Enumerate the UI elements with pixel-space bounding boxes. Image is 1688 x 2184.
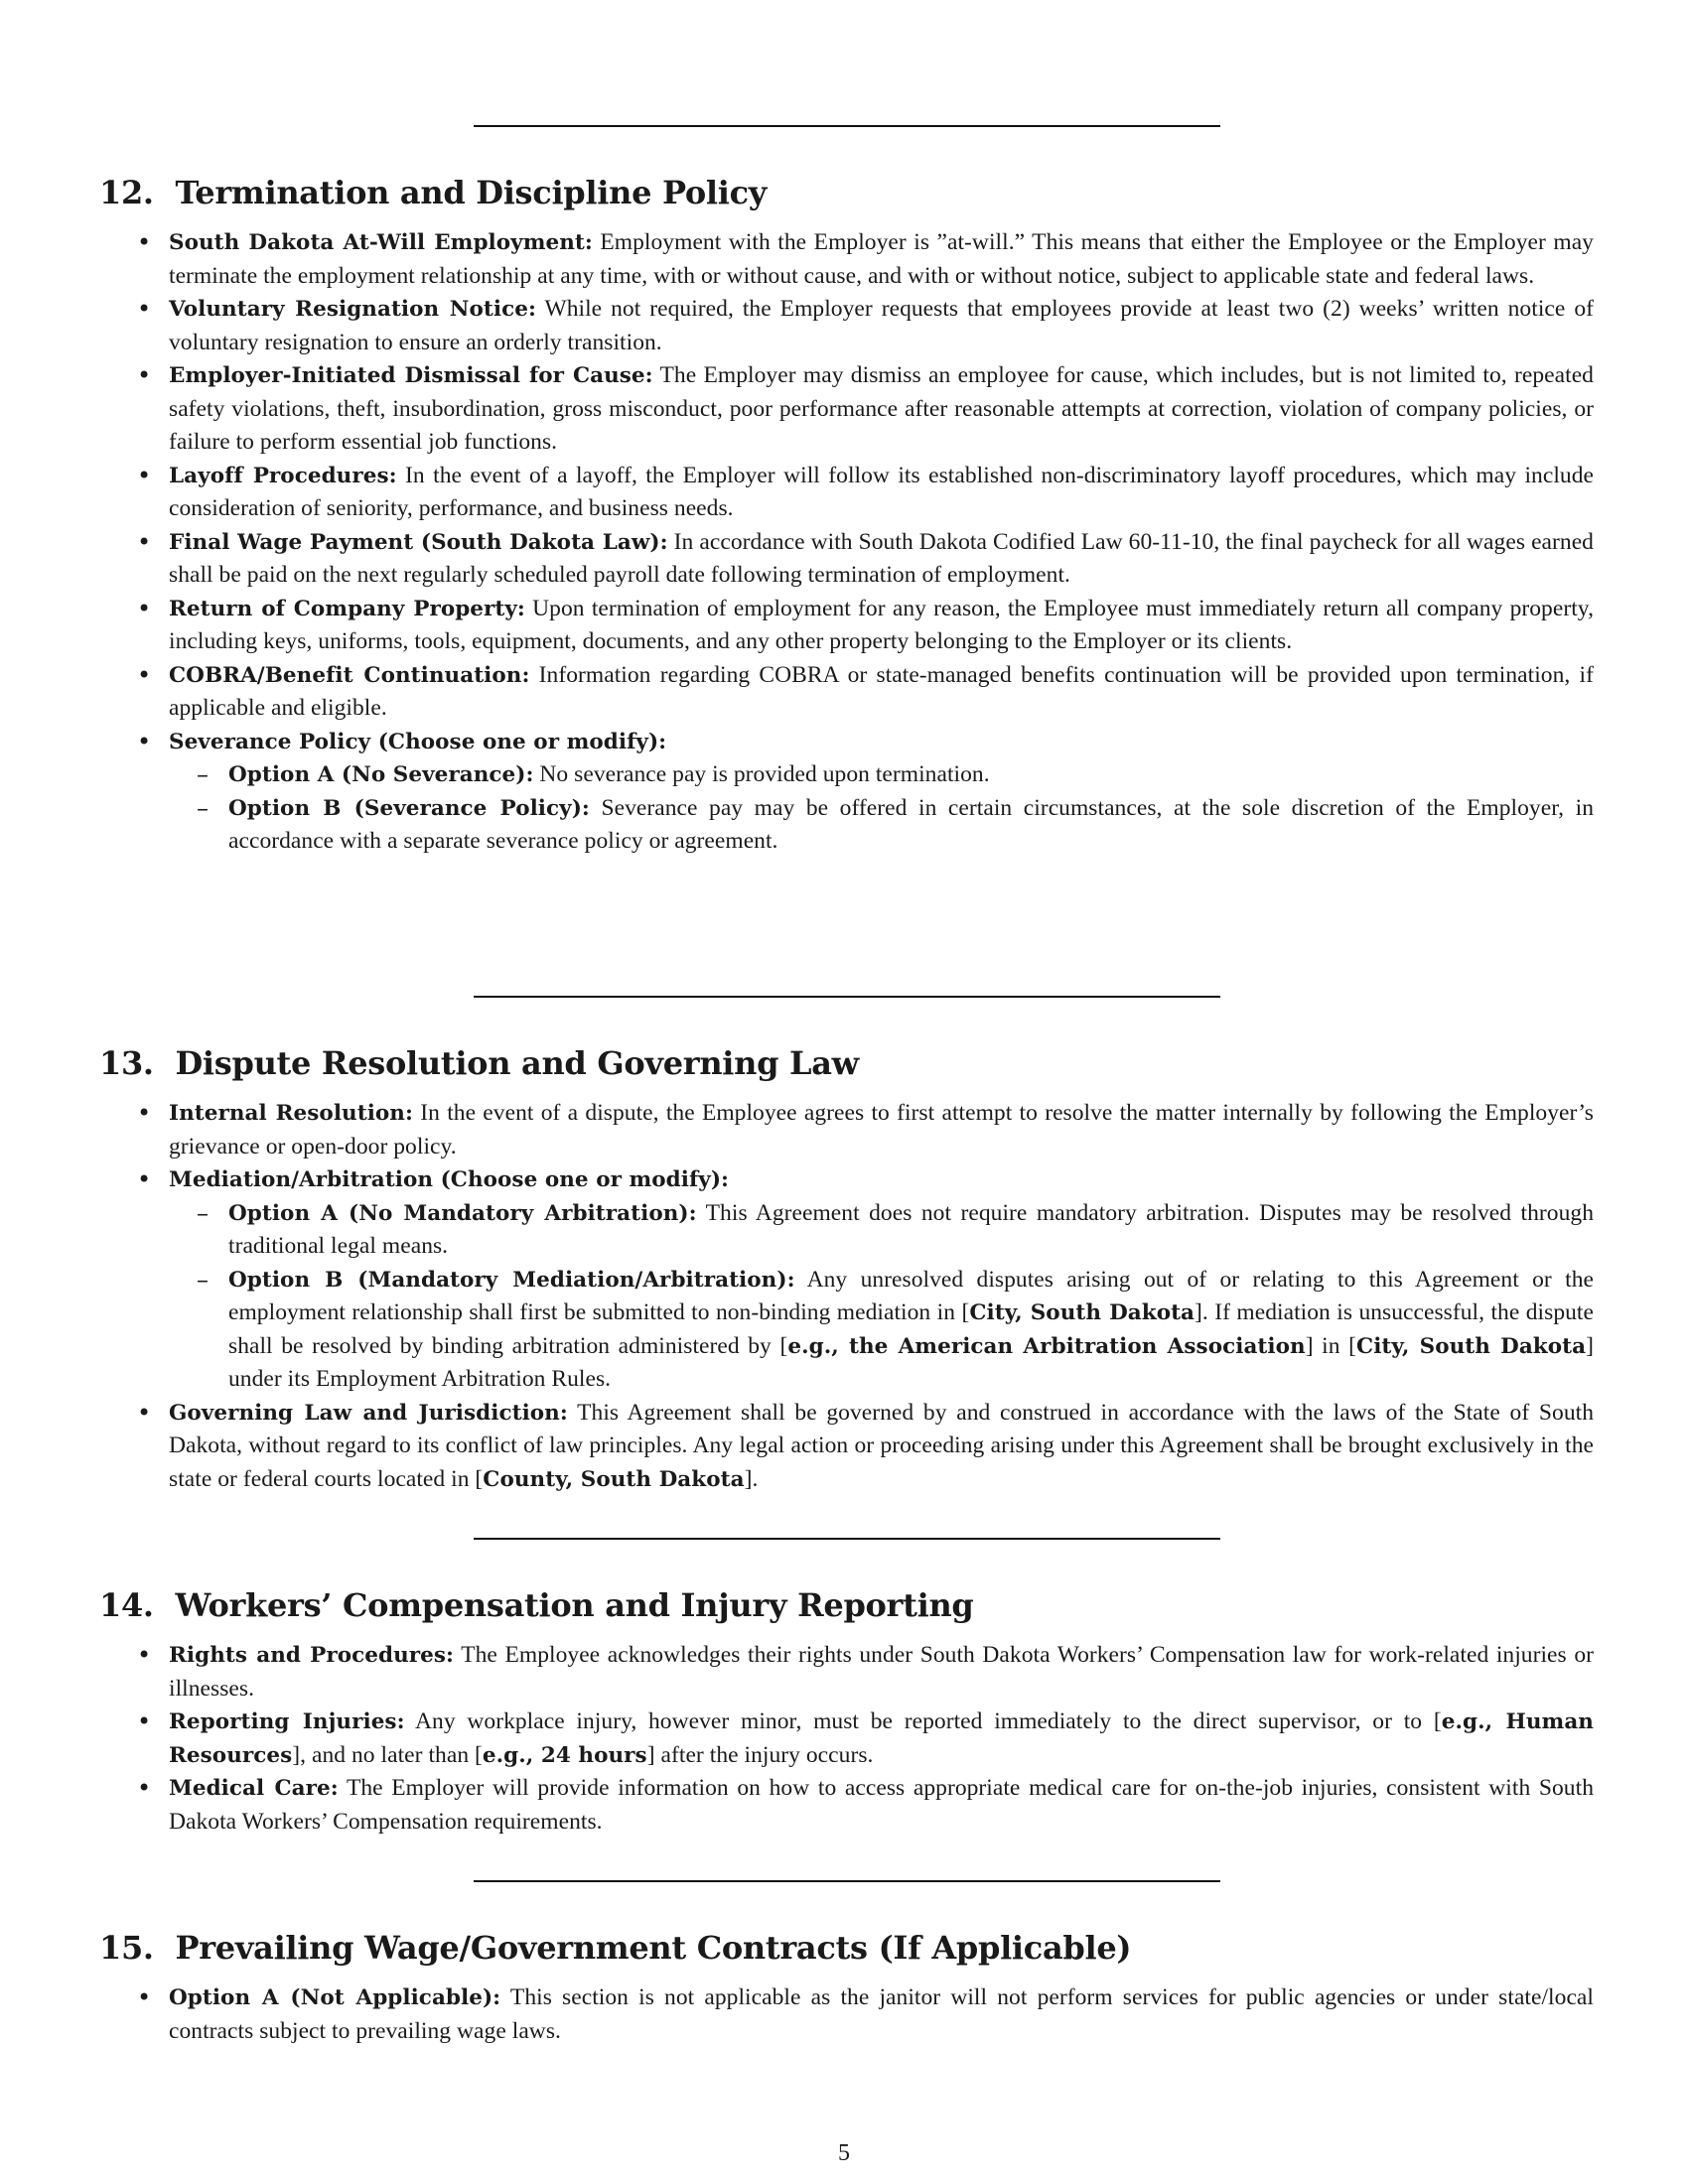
bullet-icon: • <box>137 361 152 389</box>
sub-list-item: – Option B (Severance Policy): Severance pay may be offered in certain circumstances, at the sole discretion of the Employer, in accordance with a separate severance policy or agreement. <box>197 793 1594 854</box>
list-item: • Employer-Initiated Dismissal for Cause: The Employer may dismiss an employee for cause, which includes, but is not limited to, repeated safety violations, theft, insubordination, gross misconduct, poor performance after reasonable attempts at correction, violation of company policies, or failure to perform essential job functions. <box>137 361 1594 455</box>
section-14 <box>99 1585 1594 1839</box>
list-item: • Final Wage Payment (South Dakota Law): In accordance with South Dakota Codified Law 60-11-10, the final paycheck for all wages earned shall be paid on the next regularly scheduled payroll date following termination of employment. <box>137 527 1594 588</box>
bullet-icon: • <box>137 1099 152 1127</box>
list-item: • Return of Company Property: Upon termination of employment for any reason, the Employee must immediately return all company property, including keys, uniforms, tools, equipment, documents, and any other property belonging to the Employer or its clients. <box>137 594 1594 654</box>
list-item: • Mediation/Arbitration (Choose one or modify): – Option A (No Mandatory Arbitration): This Agreement does not require mandatory arbitration. Disputes may be resolved through traditional legal means. – Option B (Mandatory Mediation/Arbitration): Any unresolved disputes arising out of or relating to this Agreement or the employment relationship shall first be submitted to non-binding mediation in [City, South Dakota]. If mediation is unsuccessful, the dispute shall be resolved by binding arbitration administered by [e.g., the American Arbitration Association] in [City, South Dakota] under its Employment Arbitration Rules. <box>99 1163 1594 1397</box>
bullet-icon: • <box>137 1983 152 2011</box>
sub-list-item: – Option A (No Mandatory Arbitration): This Agreement does not require mandatory arbitration. Disputes may be resolved through traditional legal means. <box>197 1198 1595 1259</box>
horizontal-rule <box>474 125 1220 127</box>
bullet-icon: • <box>137 660 152 689</box>
dash-icon: – <box>197 793 209 822</box>
dash-icon: – <box>197 760 209 788</box>
section-13 <box>99 1043 1594 1496</box>
list-item: • Governing Law and Jurisdiction: This Agreement shall be governed by and construed in accordance with the laws of the State of South Dakota, without regard to its conflict of law principles. Any legal action or proceeding arising under this Agreement shall be brought exclusively in the state or federal courts located in [County, South Dakota]. <box>137 1398 1594 1492</box>
bullet-icon: • <box>137 527 152 556</box>
bullet-list <box>99 1981 1594 2048</box>
bullet-icon: • <box>137 295 152 323</box>
sub-list-item: – Option B (Mandatory Mediation/Arbitration): Any unresolved disputes arising out of or relating to this Agreement or the employment relationship shall first be submitted to non-binding mediation in [City, South Dakota]. If mediation is unsuccessful, the dispute shall be resolved by binding arbitration administered by [e.g., the American Arbitration Association] in [City, South Dakota] under its Employment Arbitration Rules. <box>197 1265 1595 1392</box>
dash-icon: – <box>197 1198 209 1227</box>
bullet-icon: • <box>137 1165 152 1193</box>
page-number: 5 <box>838 2140 850 2166</box>
list-item: • Internal Resolution: In the event of a dispute, the Employee agrees to first attempt to resolve the matter internally by following the Employer’s grievance or open-door policy. <box>137 1099 1595 1160</box>
horizontal-rule <box>474 1880 1220 1882</box>
bullet-icon: • <box>137 461 152 489</box>
section-heading: 13. Dispute Resolution and Governing Law <box>99 1044 859 1082</box>
bullet-list <box>99 226 1594 859</box>
horizontal-rule <box>474 996 1220 998</box>
list-item: • Rights and Procedures: The Employee acknowledges their rights under South Dakota Workers’ Compensation law for work-related injuries or illnesses. <box>137 1641 1594 1702</box>
section-12 <box>99 173 1594 859</box>
list-item: • Severance Policy (Choose one or modify): – Option A (No Severance): No severance pay is provided upon termination. – Option B (Severance Policy): Severance pay may be offered in certain circumstances, at the sole discretion of the Employer, in accordance with a separate severance policy or agreement. <box>99 726 1594 859</box>
bullet-icon: • <box>137 1641 152 1669</box>
dash-icon: – <box>197 1265 209 1294</box>
bullet-list <box>99 1097 1594 1496</box>
bullet-icon: • <box>137 1398 152 1427</box>
bullet-icon: • <box>137 228 152 256</box>
sub-list <box>169 1197 1594 1397</box>
list-item: • Voluntary Resignation Notice: While not required, the Employer requests that employees provide at least two (2) weeks’ written notice of voluntary resignation to ensure an orderly transition. <box>137 295 1594 355</box>
section-heading: 15. Prevailing Wage/Government Contracts (If Applicable) <box>99 1929 1132 1967</box>
list-item: • Reporting Injuries: Any workplace injury, however minor, must be reported immediately to the direct supervisor, or to [e.g., Human Resources], and no later than [e.g., 24 hours] after the injury occurs. <box>137 1707 1594 1768</box>
list-item: • Layoff Procedures: In the event of a layoff, the Employer will follow its established non-discriminatory layoff procedures, which may include consideration of seniority, performance, and business needs. <box>137 461 1594 521</box>
list-item: • COBRA/Benefit Continuation: Information regarding COBRA or state-managed benefits continuation will be provided upon termination, if applicable and eligible. <box>137 660 1594 721</box>
bullet-icon: • <box>137 1774 152 1802</box>
bullet-list <box>99 1639 1594 1839</box>
bullet-icon: • <box>137 1707 152 1735</box>
section-heading: 14. Workers’ Compensation and Injury Reporting <box>99 1586 974 1624</box>
horizontal-rule <box>474 1538 1220 1540</box>
section-heading: 12. Termination and Discipline Policy <box>99 174 768 211</box>
list-item: • Medical Care: The Employer will provide information on how to access appropriate medical care for on-the-job injuries, consistent with South Dakota Workers’ Compensation requirements. <box>137 1774 1594 1835</box>
sub-list <box>169 758 1594 859</box>
sub-list-item: – Option A (No Severance): No severance pay is provided upon termination. <box>169 758 1594 792</box>
list-item: • Option A (Not Applicable): This section is not applicable as the janitor will not perform services for public agencies or under state/local contracts subject to prevailing wage laws. <box>137 1983 1594 2044</box>
bullet-icon: • <box>137 594 152 622</box>
section-15 <box>99 1928 1594 2048</box>
bullet-icon: • <box>137 727 152 755</box>
list-item: • South Dakota At-Will Employment: Employment with the Employer is ”at-will.” This means that either the Employee or the Employer may terminate the employment relationship at any time, with or without cause, and with or without notice, subject to applicable state and federal laws. <box>137 228 1594 289</box>
